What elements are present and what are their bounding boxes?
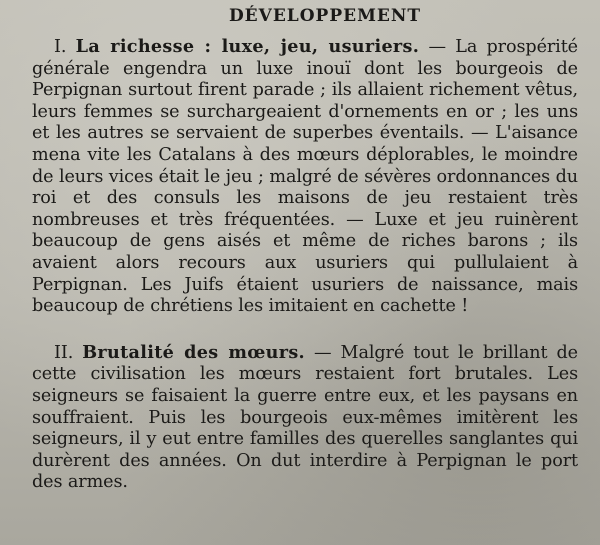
- paragraph-title: La richesse : luxe, jeu, usuriers.: [75, 36, 420, 57]
- paragraph-number: II.: [54, 342, 74, 363]
- paragraph-body: — Malgré tout le brillant de cette civilisation les mœurs restaient fort brutales. Les seigneurs se faisaient la guerre entre eux, et les paysans en souffraient. Puis les bourgeois eux-mêmes imitèrent les seigneurs, il y eut entre familles des querelles sanglantes qui durèrent des années. On dut interdire à Perpignan le port des armes.: [32, 342, 578, 493]
- paragraph-number: I.: [54, 37, 67, 57]
- section-heading: DÉVELOPPEMENT: [228, 6, 422, 26]
- paragraph-body: — La prospérité générale engendra un luxe inouï dont les bourgeois de Perpignan surtout firent parade ; ils allaient richement vêtus, leurs femmes se surchargeaient d'ornements en or ; les uns et les autres se servaient de superbes éventails. — L'aisance mena vite les Catalans à des mœurs déplorables, le moindre de leurs vices était le jeu ; malgré de sévères ordonnances du roi et des consuls les maisons de jeu restaient très nombreuses et très fréquentées. — Luxe et jeu ruinèrent beaucoup de gens aisés et même de riches barons ; ils avaient alors recours aux usuriers qui pullulaient à Perpignan. Les Juifs étaient usuriers de naissance, mais beaucoup de chrétiens les imitaient en cachette !: [32, 37, 578, 317]
- paragraph-title: Brutalité des mœurs.: [82, 341, 305, 363]
- paragraph-brutalite: [32, 342, 578, 494]
- paragraph-richesse: [32, 36, 578, 318]
